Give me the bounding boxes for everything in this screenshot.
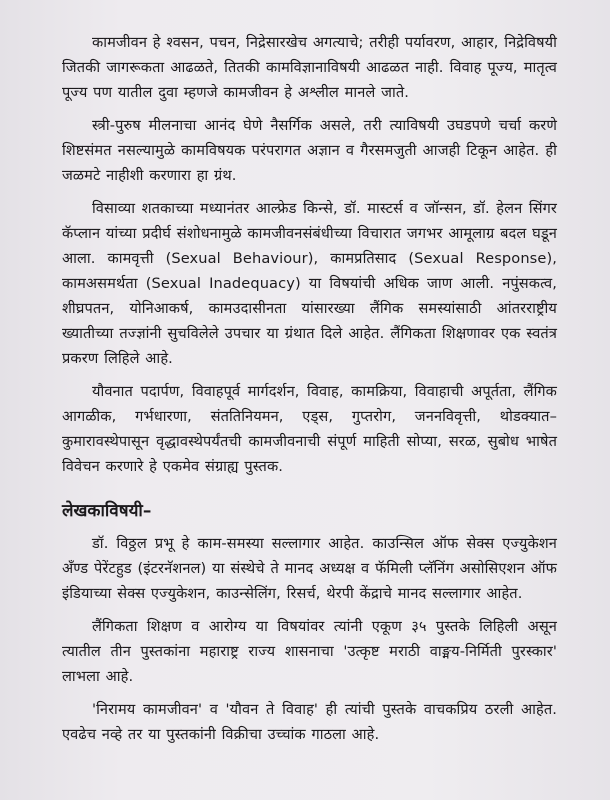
author-section-heading: लेखकाविषयी– (62, 501, 152, 521)
author-paragraph-1: डॉ. विठ्ठल प्रभू हे काम-समस्या सल्लागार आहेत. काउन्सिल ऑफ सेक्स एज्युकेशन अँण्ड पेरेंटहुड (इंटरनॅशनल) या संस्थेचे ते मानद अध्यक्ष व फॅमिली प्लॅनिंग असोसिएशन ऑफ इंडियाच्या सेक्स एज्युकेशन, काउन्सेलिंग, रिसर्च, थेरपी केंद्राचे मानद सल्लागार आहेत. (62, 535, 557, 602)
author-paragraph-3: 'निरामय कामजीवन' व 'यौवन ते विवाह' ही त्यांची पुस्तके वाचकप्रिय ठरली आहेत. एवढेच नव्हे तर या पुस्तकांनी विक्रीचा उच्चांक गाठला आहे. (62, 701, 557, 743)
blurb-paragraph-1: कामजीवन हे श्वसन, पचन, निद्रेसारखेच अगत्याचे; तरीही पर्यावरण, आहार, निद्रेविषयी जितकी जागरूकता आढळते, तितकी कामविज्ञानाविषयी आढळत नाही. विवाह पूज्य, मातृत्व पूज्य पण यातील दुवा म्हणजे कामजीवन हे अश्लील मानले जाते. (62, 34, 557, 101)
author-paragraph-2: लैंगिकता शिक्षण व आरोग्य या विषयांवर त्यांनी एकूण ३५ पुस्तके लिहिली असून त्यातील तीन पुस्तकांना महाराष्ट्र राज्य शासनाचा 'उत्कृष्ट मराठी वाङ्मय-निर्मिती पुरस्कार' लाभला आहे. (62, 618, 557, 685)
blurb-paragraph-2: स्त्री-पुरुष मीलनाचा आनंद घेणे नैसर्गिक असले, तरी त्याविषयी उघडपणे चर्चा करणे शिष्टसंमत नसल्यामुळे कामविषयक परंपरागत अज्ञान व गैरसमजुती आजही टिकून आहेत. ही जळमटे नाहीशी करणारा हा ग्रंथ. (62, 117, 557, 184)
text-column (62, 30, 557, 755)
blurb-paragraph-3: विसाव्या शतकाच्या मध्यानंतर आल्फ्रेड किन्से, डॉ. मास्टर्स व जॉन्सन, डॉ. हेलन सिंगर कॅप्लान यांच्या प्रदीर्घ संशोधनामुळे कामजीवनसंबंधीच्या विचारात जगभर आमूलाग्र बदल घडून आला. कामवृत्ती (Sexual Behaviour), कामप्रतिसाद (Sexual Response), कामअसमर्थता (Sexual Inadequacy) या विषयांची अधिक जाण आली. नपुंसकत्व, शीघ्रपतन, योनिआकर्ष, कामउदासीनता यांसारख्या लैंगिक समस्यांसाठी आंतरराष्ट्रीय ख्यातीच्या तज्ज्ञांनी सुचविलेले उपचार या ग्रंथात दिले आहेत. लैंगिकता शिक्षणावर एक स्वतंत्र प्रकरण लिहिले आहे. (62, 200, 557, 367)
blurb-paragraph-4: यौवनात पदार्पण, विवाहपूर्व मार्गदर्शन, विवाह, कामक्रिया, विवाहाची अपूर्तता, लैंगिक आगळीक, गर्भधारणा, संततिनियमन, एड्स, गुप्तरोग, जननविवृत्ती, थोडक्यात– कुमारावस्थेपासून वृद्धावस्थेपर्यंतची कामजीवनाची संपूर्ण माहिती सोप्या, सरळ, सुबोध भाषेत विवेचन करणारे हे एकमेव संग्राह्य पुस्तक. (62, 383, 557, 475)
